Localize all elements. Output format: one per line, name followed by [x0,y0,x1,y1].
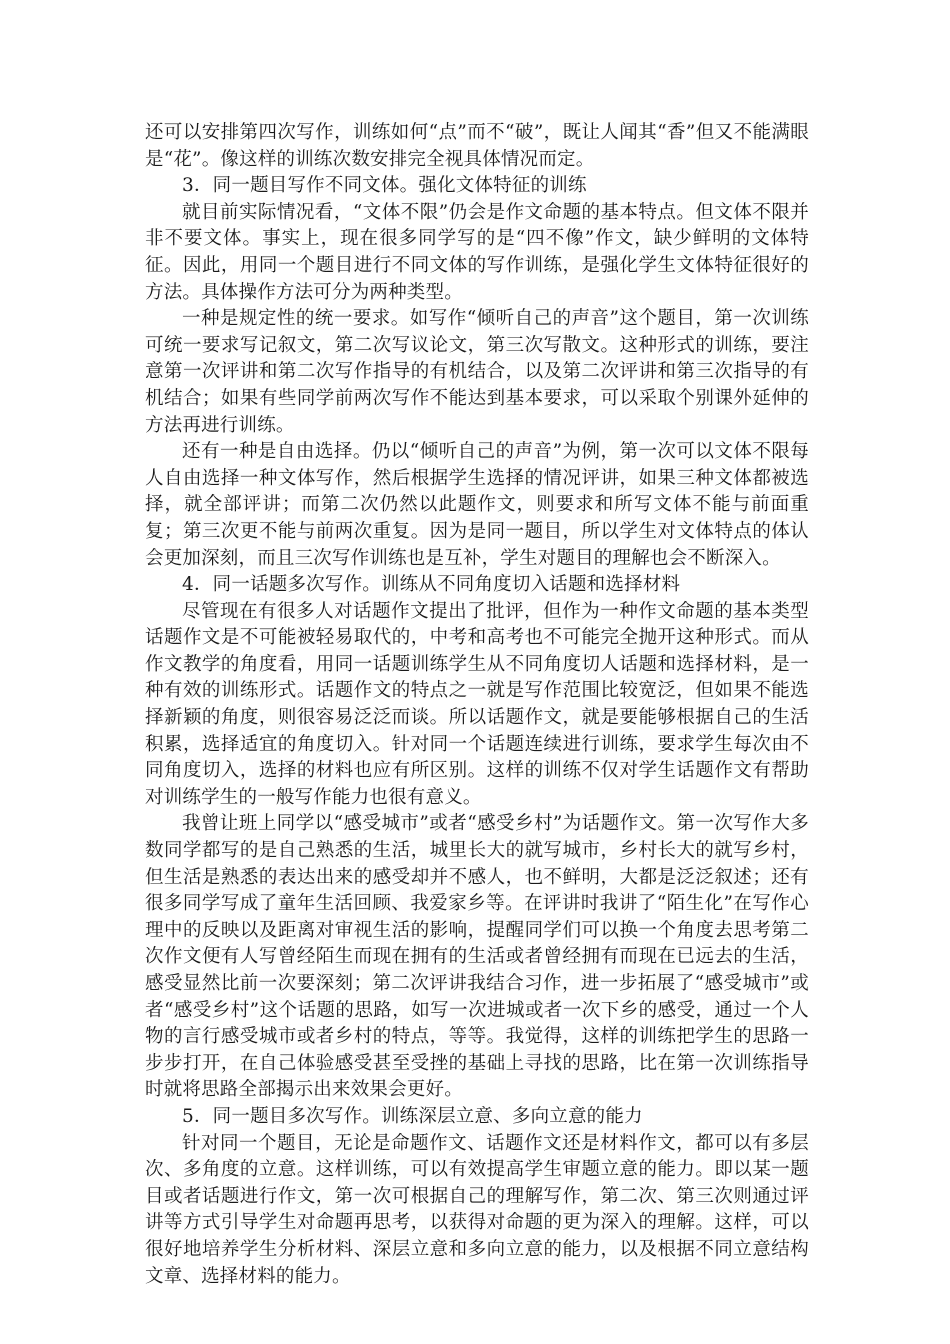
paragraph: 一种是规定性的统一要求。如写作“倾听自己的声音”这个题目，第一次训练可统一要求写记叙文，第二次写议论文，第三次写散文。这种形式的训练，要注意第一次评讲和第二次写作指导的有机结合，以及第二次评讲和第三次指导的有机结合；如果有些同学前两次写作不能达到基本要求，可以采取个别课外延伸的方法再进行训练。 [145,308,809,436]
paragraph: 尽管现在有很多人对话题作文提出了批评，但作为一种作文命题的基本类型话题作文是不可能被轻易取代的，中考和高考也不可能完全抛开这种形式。而从作文教学的角度看，用同一话题训练学生从不同角度切人话题和选择材料，是一种有效的训练形式。话题作文的特点之一就是写作范围比较宽泛，但如果不能选择新颖的角度，则很容易泛泛而谈。所以话题作文，就是要能够根据自己的生活积累，选择适宜的角度切入。针对同一个话题连续进行训练，要求学生每次由不同角度切入，选择的材料也应有所区别。这样的训练不仅对学生话题作文有帮助对训练学生的一般写作能力也很有意义。 [145,600,809,808]
document-body [145,120,809,1290]
section-heading-5: 5．同一题目多次写作。训练深层立意、多向立意的能力 [182,1105,643,1127]
paragraph: 就目前实际情况看，“文体不限”仍会是作文命题的基本特点。但文体不限并非不要文体。事实上，现在很多同学写的是“四不像”作文，缺少鲜明的文体特征。因此，用同一个题目进行不同文体的写作训练，是强化学生文体特征很好的方法。具体操作方法可分为两种类型。 [145,201,809,303]
paragraph: 我曾让班上同学以“感受城市”或者“感受乡村”为话题作文。第一次写作大多数同学都写的是自己熟悉的生活，城里长大的就写城市，乡村长大的就写乡村，但生活是熟悉的表达出来的感受却并不感人，也不鲜明，大都是泛泛叙述；还有很多同学写成了童年生活回顾、我爱家乡等。在评讲时我讲了“陌生化”在写作心理中的反映以及距离对审视生活的影响，提醒同学们可以换一个角度去思考第二次作文便有人写曾经陌生而现在拥有的生活或者曾经拥有而现在已远去的生活，感受显然比前一次要深刻；第二次评讲我结合习作，进一步拓展了“感受城市”或者“感受乡村”这个话题的思路，如写一次进城或者一次下乡的感受，通过一个人物的言行感受城市或者乡村的特点，等等。我觉得，这样的训练把学生的思路一步步打开，在自己体验感受甚至受挫的基础上寻找的思路，比在第一次训练指导时就将思路全部揭示出来效果会更好。 [145,813,809,1101]
section-heading-3: 3．同一题目写作不同文体。强化文体特征的训练 [182,175,587,197]
paragraph: 还有一种是自由选择。仍以“倾听自己的声音”为例，第一次可以文体不限每人自由选择一种文体写作，然后根据学生选择的情况评讲，如果三种文体都被选择，就全部评讲；而第二次仍然以此题作文，则要求和所写文体不能与前面重复；第三次更不能与前两次重复。因为是同一题目，所以学生对文体特点的体认会更加深刻，而且三次写作训练也是互补，学生对题目的理解也会不断深入。 [145,441,809,569]
paragraph: 针对同一个题目，无论是命题作文、话题作文还是材料作文，都可以有多层次、多角度的立意。这样训练，可以有效提高学生审题立意的能力。即以某一题目或者话题进行作文，第一次可根据自己的理解写作，第二次、第三次则通过评讲等方式引导学生对命题再思考，以获得对命题的更为深入的理解。这样，可以很好地培养学生分析材料、深层立意和多向立意的能力，以及根据不同立意结构文章、选择材料的能力。 [145,1132,809,1287]
section-heading-4: 4．同一话题多次写作。训练从不同角度切入话题和选择材料 [182,574,681,596]
paragraph-continuation: 还可以安排第四次写作，训练如何“点”而不“破”，既让人闻其“香”但又不能满眼是“花”。像这样的训练次数安排完全视具体情况而定。 [145,122,809,170]
